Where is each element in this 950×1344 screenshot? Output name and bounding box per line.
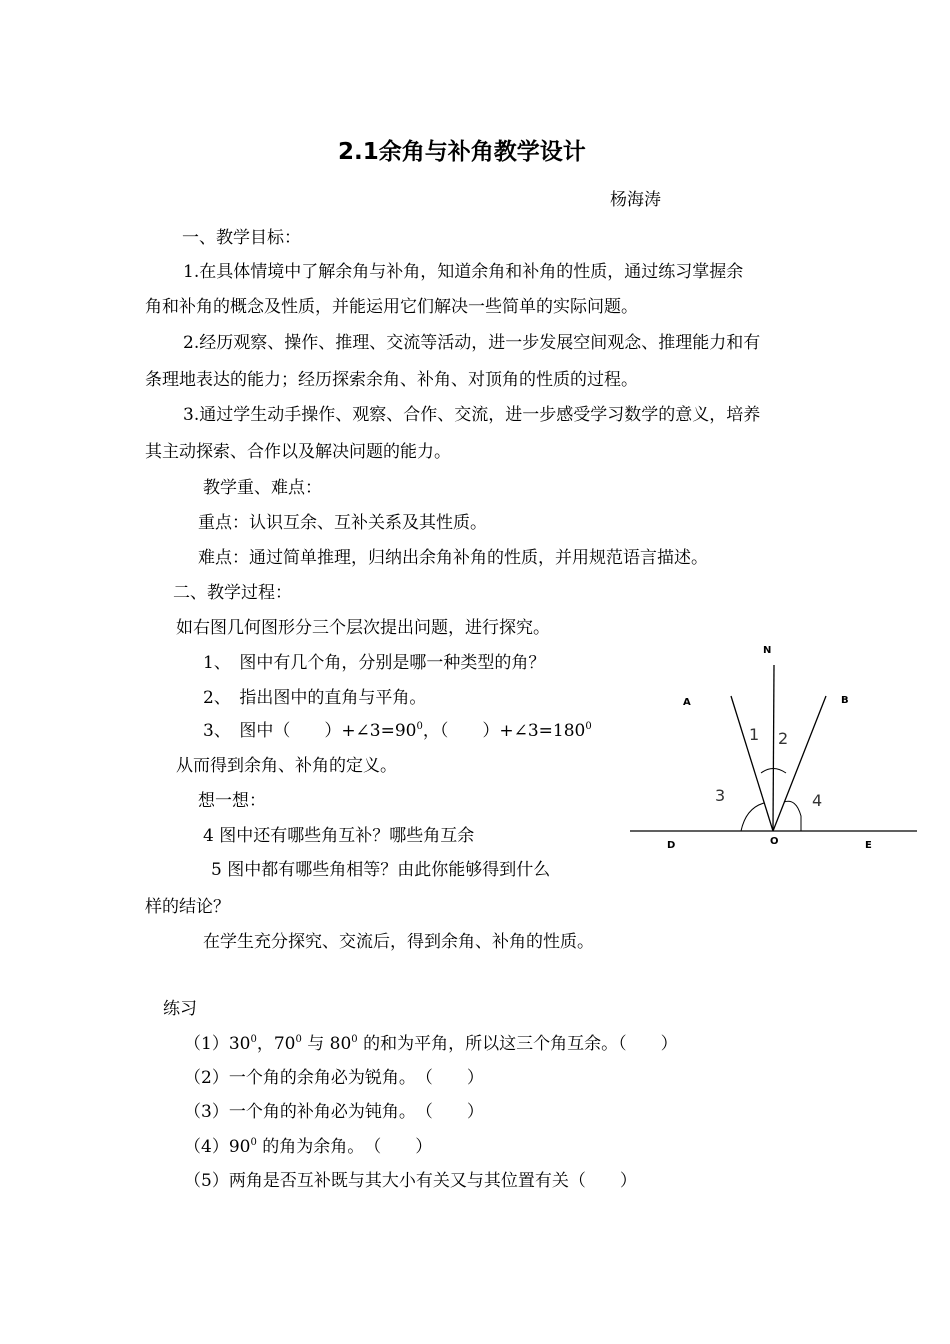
point-n-label: N xyxy=(763,645,772,656)
point-d-label: D xyxy=(667,840,676,851)
exercise-5: （5）两角是否互补既与其大小有关又与其位置有关（ ） xyxy=(184,1171,637,1191)
exercise-4: $(4)90^0$ 的角为余角。 （ ） xyxy=(184,1137,433,1157)
key-points-heading: 教学重、难点： xyxy=(203,478,322,498)
process-intro: 如右图几何图形分三个层次提出问题，进行探究。 xyxy=(176,618,550,638)
exercise-3: （3）一个角的补角必为钝角。 （ ） xyxy=(184,1102,484,1122)
author: 杨海涛 xyxy=(610,190,661,210)
ray-on xyxy=(773,665,774,831)
angle-4-label: 4 xyxy=(812,791,823,810)
arc-angle-3 xyxy=(741,803,764,831)
objectives-heading: 一、教学目标： xyxy=(182,228,301,248)
objective-1-line-1: 1.在具体情境中了解余角与补角，知道余角和补角的性质，通过练习掌握余 xyxy=(183,262,744,282)
point-e-label: E xyxy=(865,840,872,851)
objective-2-line-1: 2.经历观察、操作、推理、交流等活动，进一步发展空间观念、推理能力和有 xyxy=(183,333,761,353)
question-4: 4 图中还有哪些角互补？哪些角互余 xyxy=(203,826,475,846)
point-a-label: A xyxy=(683,697,691,708)
think-heading: 想一想： xyxy=(198,791,266,811)
point-o-label: O xyxy=(770,836,779,847)
angle-3-label: 3 xyxy=(715,786,726,805)
exercise-heading: 练习 xyxy=(163,999,197,1019)
angle-2-label: 2 xyxy=(778,729,789,748)
exercise-1: $(1)30^0$，$70^0$ 与 $80^0$ 的和为平角，所以这三个角互余。（ ） xyxy=(184,1034,678,1054)
ray-oa xyxy=(731,696,773,831)
exercise-2: （2）一个角的余角必为锐角。 （ ） xyxy=(184,1068,484,1088)
question-1: 1、 图中有几个角，分别是哪一种类型的角？ xyxy=(203,653,546,673)
focus-point: 重点：认识互余、互补关系及其性质。 xyxy=(198,513,487,533)
document-title: 2.1余角与补角教学设计 xyxy=(338,139,586,165)
arc-angle-4 xyxy=(784,801,801,831)
difficulty-point: 难点：通过简单推理，归纳出余角补角的性质，并用规范语言描述。 xyxy=(198,548,708,568)
angle-figure xyxy=(628,640,920,855)
process-summary: 在学生充分探究、交流后，得到余角、补角的性质。 xyxy=(203,932,594,952)
angle-1-label: 1 xyxy=(749,725,760,744)
objective-2-line-2: 条理地表达的能力；经历探索余角、补角、对顶角的性质的过程。 xyxy=(145,370,638,390)
objective-1-line-2: 角和补角的概念及性质，并能运用它们解决一些简单的实际问题。 xyxy=(145,297,638,317)
process-heading: 二、教学过程： xyxy=(173,583,292,603)
objective-3-line-2: 其主动探索、合作以及解决问题的能力。 xyxy=(145,442,451,462)
question-5-line-1: 5 图中都有哪些角相等？由此你能够得到什么 xyxy=(211,860,551,880)
question-2: 2、 指出图中的直角与平角。 xyxy=(203,688,427,708)
question-3: 3、 图中（ ）$+\angle 3=90^0$，（ ）$+\angle 3=180^0$ xyxy=(203,721,592,741)
question-5-line-2: 样的结论？ xyxy=(145,897,230,917)
point-b-label: B xyxy=(841,695,849,706)
definition-conclusion: 从而得到余角、补角的定义。 xyxy=(176,756,397,776)
objective-3-line-1: 3.通过学生动手操作、观察、合作、交流，进一步感受学习数学的意义，培养 xyxy=(183,405,761,425)
